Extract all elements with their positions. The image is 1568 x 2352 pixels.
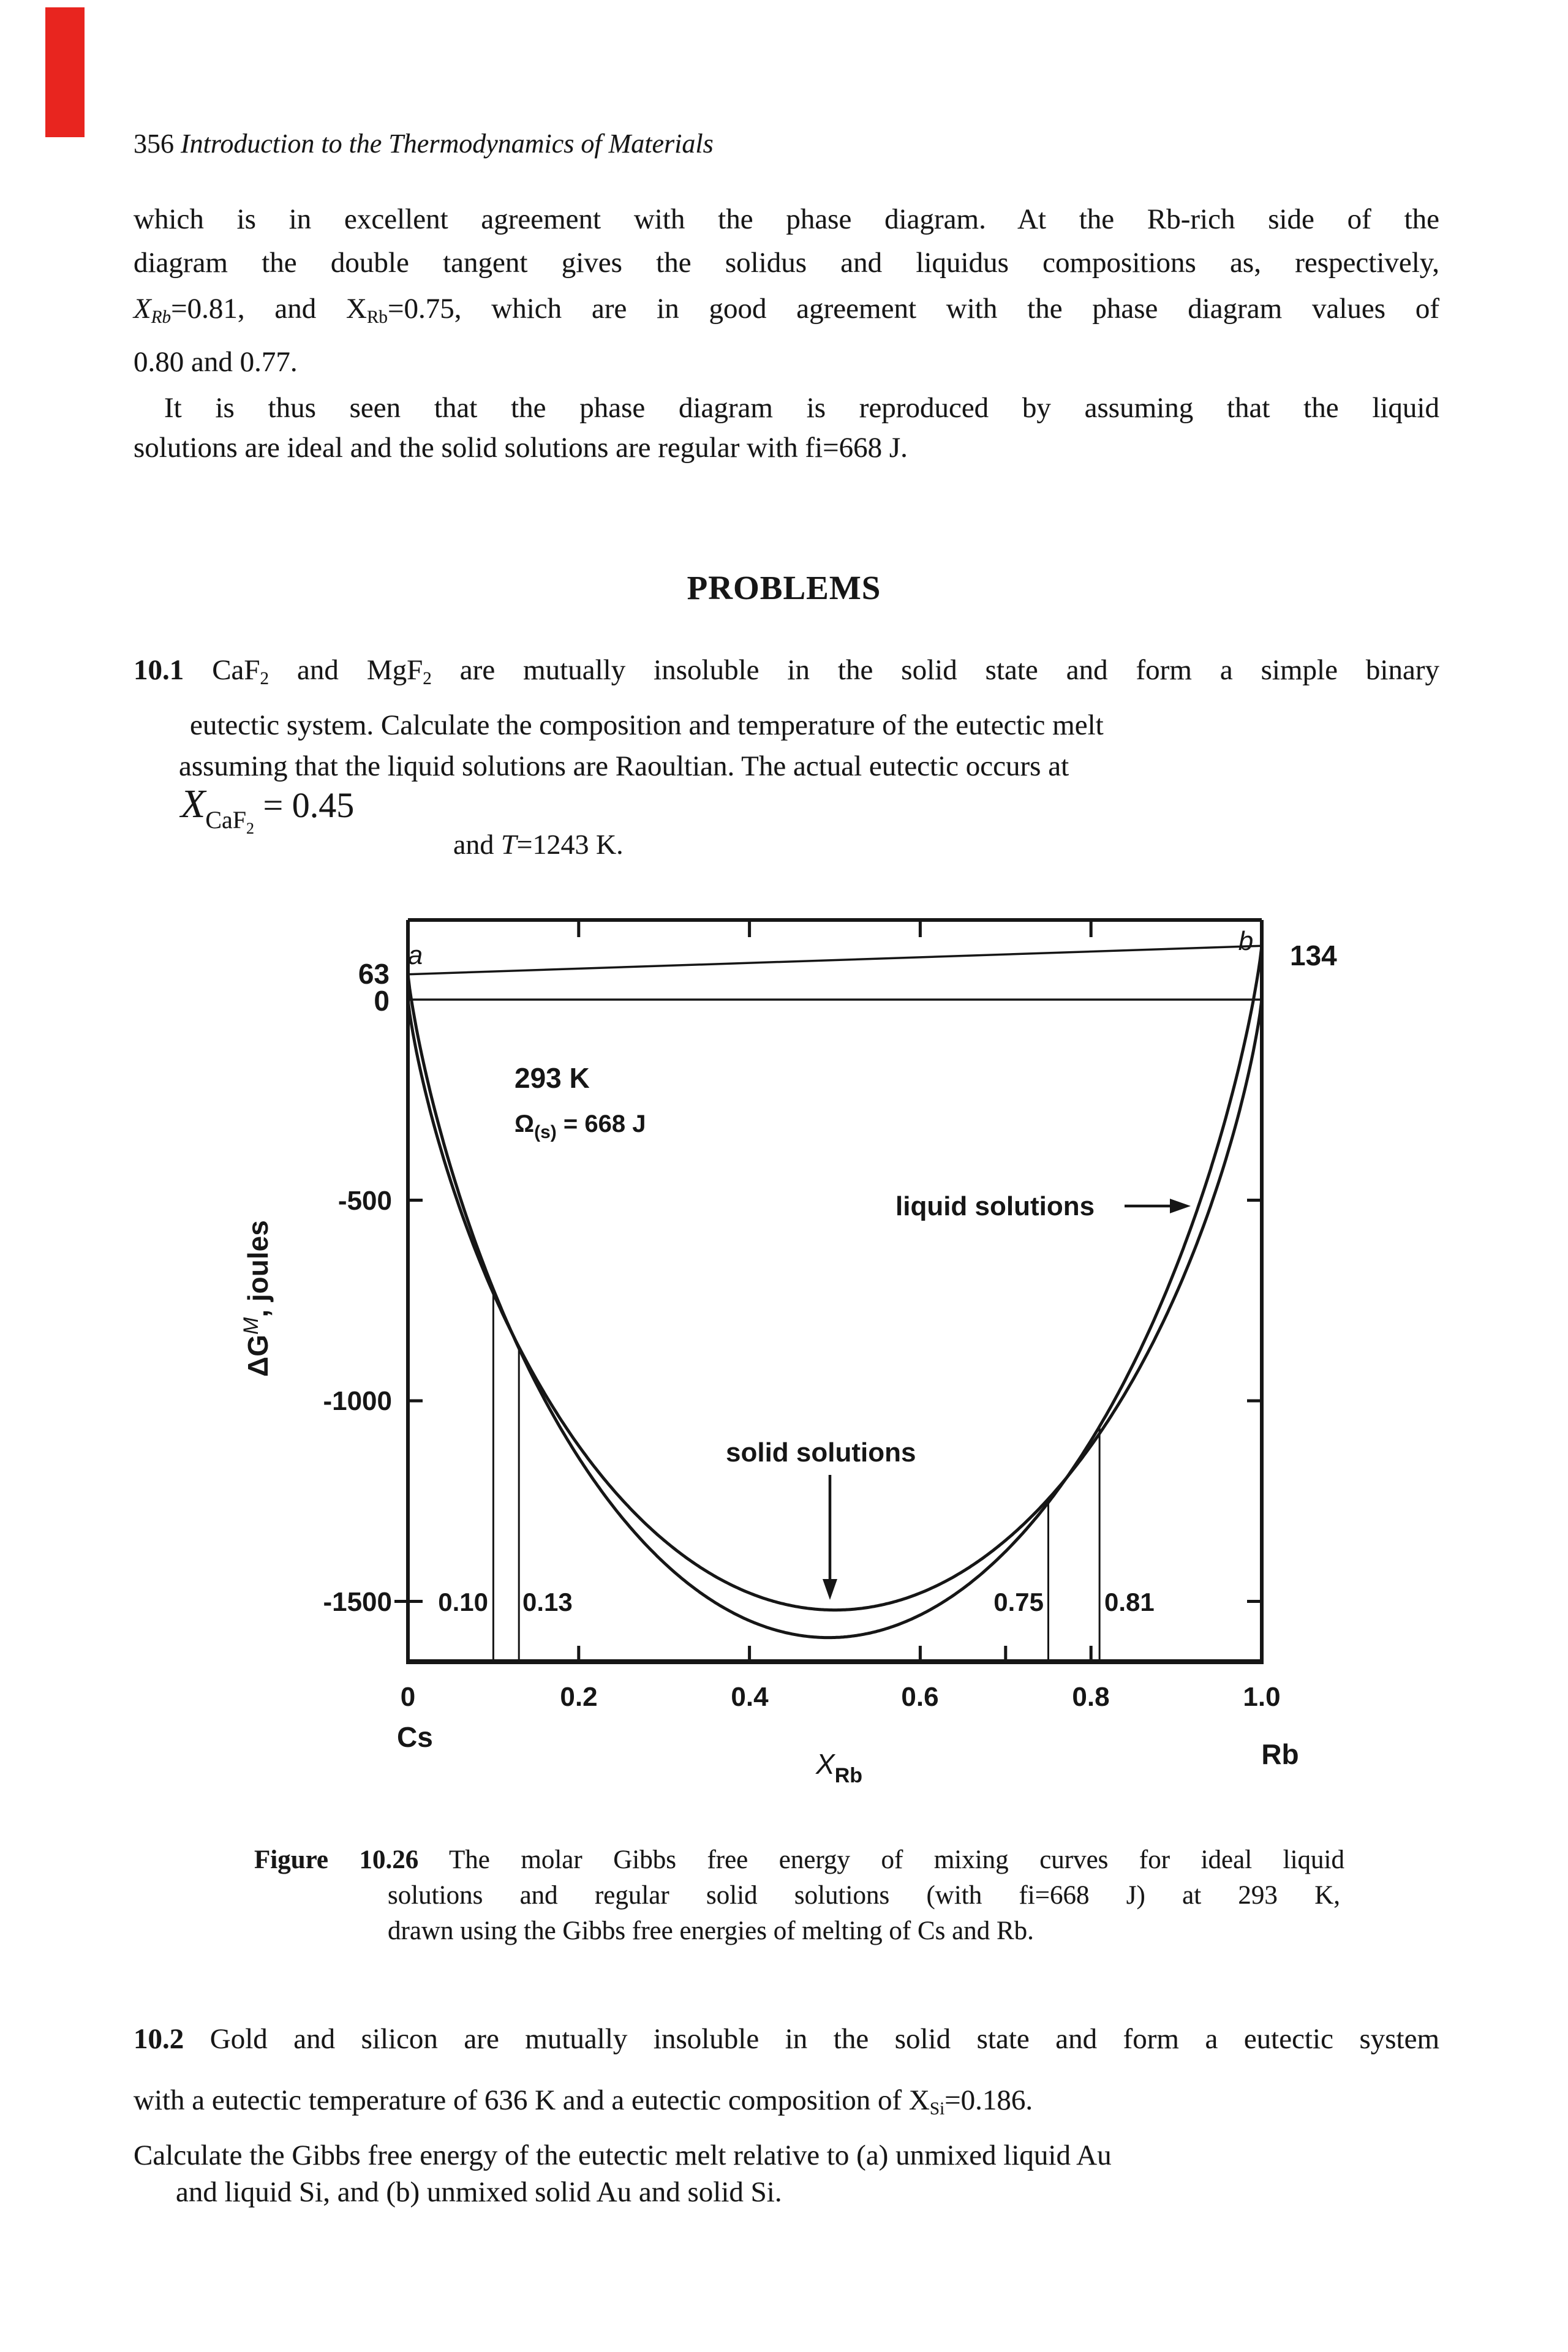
y-axis-label-m1500: -1500 bbox=[323, 1587, 392, 1617]
text-segment: assuming that the liquid solutions are Raoultian. The actual eutectic occurs at bbox=[179, 750, 1069, 782]
x-tick-label-04: 0.4 bbox=[731, 1682, 769, 1712]
rb-endpoint-label: Rb bbox=[1261, 1738, 1299, 1770]
x-tick-label-06: 0.6 bbox=[901, 1682, 939, 1712]
temperature-annotation: 293 K bbox=[514, 1062, 590, 1094]
right-axis-label-134: 134 bbox=[1290, 940, 1337, 971]
text-segment: and bbox=[453, 829, 501, 860]
text-segment: T bbox=[500, 829, 517, 860]
liquid-solution-curve bbox=[408, 946, 1262, 1637]
text-segment: solutions are ideal and the solid solutions are regular with fi=668 J. bbox=[134, 432, 908, 464]
tangent-label-010: 0.10 bbox=[438, 1588, 488, 1616]
equation-continuation bbox=[453, 827, 624, 862]
equation-variable: X bbox=[181, 782, 206, 826]
text-segment: solutions and regular solid solutions (with fi=668 J) at 293 K, bbox=[388, 1881, 1340, 1910]
ab-melting-line bbox=[408, 946, 1262, 974]
equation-subscript: CaF$_2$ bbox=[205, 806, 255, 838]
text-segment: drawn using the Gibbs free energies of melting of Cs and Rb. bbox=[388, 1917, 1034, 1945]
y-axis-label-0: 0 bbox=[374, 985, 390, 1017]
text-segment: It is thus seen that the phase diagram is reproduced by assuming that the liquid bbox=[164, 392, 1439, 424]
text-segment: with a eutectic temperature of 636 K and a eutectic composition of X bbox=[134, 2084, 930, 2116]
body-line bbox=[134, 291, 1439, 329]
text-segment: and liquid Si, and (b) unmixed solid Au and solid Si. bbox=[176, 2176, 782, 2208]
solid-solutions-label: solid solutions bbox=[726, 1438, 916, 1468]
text-segment: 2 bbox=[423, 669, 432, 689]
point-a-label: a bbox=[407, 940, 423, 970]
text-segment: 0.80 and 0.77. bbox=[134, 346, 298, 378]
point-b-label: b bbox=[1238, 926, 1254, 956]
x-tick-label-10: 1.0 bbox=[1243, 1682, 1281, 1712]
text-segment: eutectic system. Calculate the composition and temperature of the eutectic melt bbox=[190, 709, 1104, 741]
problem-102-line bbox=[134, 2021, 1439, 2057]
text-segment: =1243 K. bbox=[516, 829, 624, 860]
text-segment: Calculate the Gibbs free energy of the eutectic melt relative to (a) unmixed liquid Au bbox=[134, 2139, 1112, 2171]
text-segment: are mutually insoluble in the solid state and form a simple binary bbox=[431, 654, 1439, 686]
body-line bbox=[164, 390, 1439, 426]
body-line bbox=[134, 202, 1439, 238]
gibbs-energy-figure bbox=[221, 888, 1396, 1819]
body-line bbox=[134, 344, 298, 380]
cs-endpoint-label: Cs bbox=[397, 1721, 433, 1753]
red-scan-marker bbox=[45, 7, 85, 137]
liquid-solutions-label: liquid solutions bbox=[895, 1191, 1095, 1221]
text-segment: diagram the double tangent gives the solidus and liquidus compositions as, respectively, bbox=[134, 247, 1439, 279]
text-segment: and MgF bbox=[269, 654, 423, 686]
caption-line bbox=[388, 1915, 1034, 1948]
body-line bbox=[134, 430, 908, 466]
text-segment: which is in excellent agreement with the phase diagram. At the Rb-rich side of the bbox=[134, 203, 1439, 235]
text-segment: =0.81, and X bbox=[171, 293, 367, 325]
tangent-label-081: 0.81 bbox=[1104, 1588, 1155, 1616]
solid-arrow-head bbox=[823, 1579, 837, 1600]
liquid-arrow-head bbox=[1170, 1199, 1191, 1213]
text-segment: 356 bbox=[134, 129, 181, 159]
text-segment: Figure 10.26 bbox=[254, 1845, 419, 1874]
text-segment: =0.186. bbox=[944, 2084, 1033, 2116]
text-segment: 2 bbox=[260, 669, 270, 689]
problem-102-line bbox=[134, 2082, 1033, 2120]
page-header bbox=[134, 127, 714, 160]
text-segment: Gold and silicon are mutually insoluble in the solid state and form a eutectic system bbox=[184, 2023, 1439, 2055]
problem-102-line bbox=[176, 2174, 782, 2211]
text-segment: =0.75, which are in good agreement with the phase diagram values of bbox=[388, 293, 1440, 325]
body-line bbox=[134, 245, 1439, 281]
text-segment: The molar Gibbs free energy of mixing curves for ideal liquid bbox=[418, 1845, 1344, 1874]
x-tick-label-02: 0.2 bbox=[560, 1682, 598, 1712]
y-axis-label-m500: -500 bbox=[337, 1186, 392, 1216]
equation-value: = 0.45 bbox=[254, 785, 355, 825]
problems-heading: PROBLEMS bbox=[687, 569, 881, 606]
x-axis-title: XRb bbox=[816, 1748, 863, 1787]
figure-geometry bbox=[394, 920, 1264, 1662]
tangent-label-013: 0.13 bbox=[522, 1588, 573, 1616]
text-segment: CaF bbox=[184, 654, 260, 686]
y-axis-label-63: 63 bbox=[358, 958, 390, 990]
text-segment: X bbox=[134, 293, 151, 325]
x-tick-label-08: 0.8 bbox=[1072, 1682, 1110, 1712]
caption-line bbox=[254, 1844, 1344, 1877]
text-segment: 10.1 bbox=[134, 654, 184, 686]
text-segment: Rb bbox=[367, 307, 388, 328]
x-tick-label-0: 0 bbox=[400, 1682, 416, 1712]
problem-102-line bbox=[134, 2138, 1112, 2174]
omega-annotation: $\Omega_{(s)} = 668$ J bbox=[514, 1110, 646, 1142]
problem-101-line bbox=[190, 707, 1104, 744]
problem-101-line bbox=[134, 652, 1439, 690]
caption-line bbox=[388, 1879, 1340, 1912]
text-segment: Introduction to the Thermodynamics of Materials bbox=[181, 129, 714, 159]
y-axis-label-m1000: -1000 bbox=[323, 1386, 392, 1416]
text-segment: Si bbox=[929, 2099, 945, 2119]
equation-xcaf2 bbox=[181, 779, 354, 839]
text-segment: 10.2 bbox=[134, 2023, 184, 2055]
y-axis-title: ΔGM, joules bbox=[239, 1220, 274, 1377]
tangent-label-075: 0.75 bbox=[993, 1588, 1044, 1616]
text-segment: Rb bbox=[151, 307, 172, 328]
